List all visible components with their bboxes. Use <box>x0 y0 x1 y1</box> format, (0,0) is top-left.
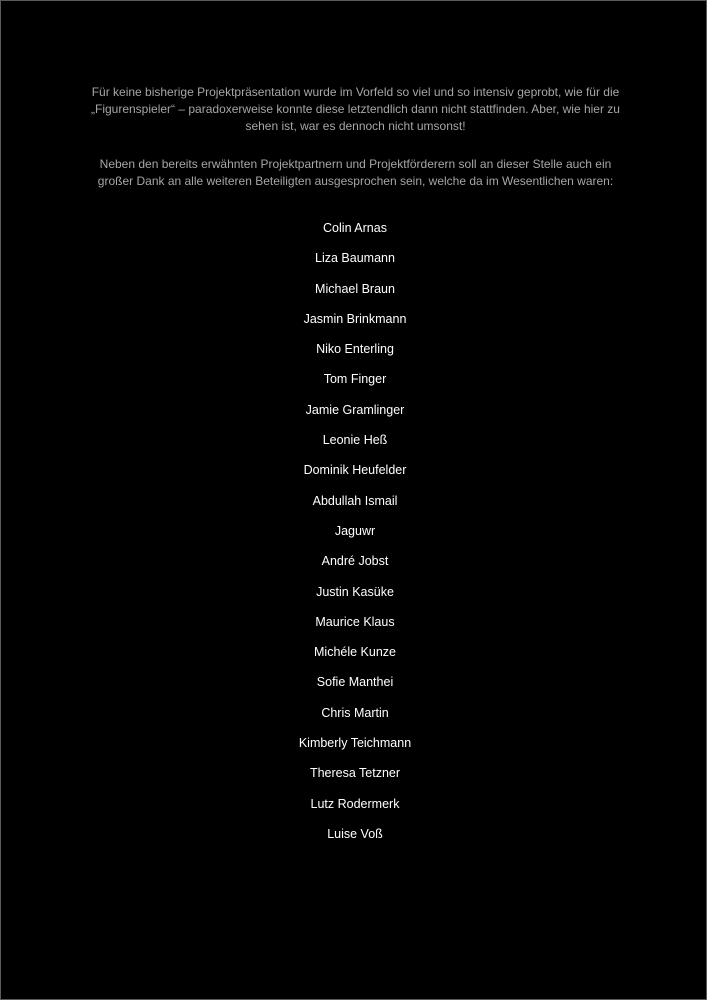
contributor-name: Luise Voß <box>327 826 383 841</box>
contributor-name: Colin Arnas <box>323 221 387 235</box>
contributor-name: Sofie Manthei <box>316 675 394 690</box>
intro-paragraph: Für keine bisherige Projektpräsentation wurde im Vorfeld so viel und so intensiv geprobt, wie für die „Figurenspieler“ – paradoxerweise konnte diese letztendlich dann nicht stattfinden. Aber, wie hier zu sehen ist, war es dennoch nicht umsonst! <box>91 85 620 133</box>
contributor-name: Kimberly Teichmann <box>298 736 412 751</box>
contributor-name: Jamie Gramlinger <box>305 402 405 417</box>
contributor-name: Justin Kasüke <box>316 584 394 599</box>
contributor-name: Jaguwr <box>334 523 376 538</box>
thanks-paragraph: Neben den bereits erwähnten Projektpartnern und Projektförderern soll an dieser Stelle auch ein großer Dank an alle weiteren Beteiligten ausgesprochen sein, welche da im Wesentlichen waren: <box>97 157 614 188</box>
contributor-list <box>201 219 509 855</box>
contributor-name: Abdullah Ismail <box>312 493 398 508</box>
contributor-name: Leonie Heß <box>322 433 388 448</box>
contributor-name: Niko Enterling <box>316 342 394 357</box>
contributor-name: Chris Martin <box>321 705 389 720</box>
contributor-name: Dominik Heufelder <box>303 463 407 478</box>
contributor-name: Liza Baumann <box>315 251 395 266</box>
contributor-name: Michéle Kunze <box>314 645 396 660</box>
contributor-name: André Jobst <box>321 554 389 569</box>
contributor-name: Maurice Klaus <box>315 614 395 629</box>
contributor-name: Lutz Rodermerk <box>310 796 400 811</box>
contributor-name: Tom Finger <box>323 372 387 387</box>
contributor-name: Theresa Tetzner <box>309 766 401 781</box>
contributor-name: Michael Braun <box>315 281 395 296</box>
contributor-name: Jasmin Brinkmann <box>303 311 407 326</box>
